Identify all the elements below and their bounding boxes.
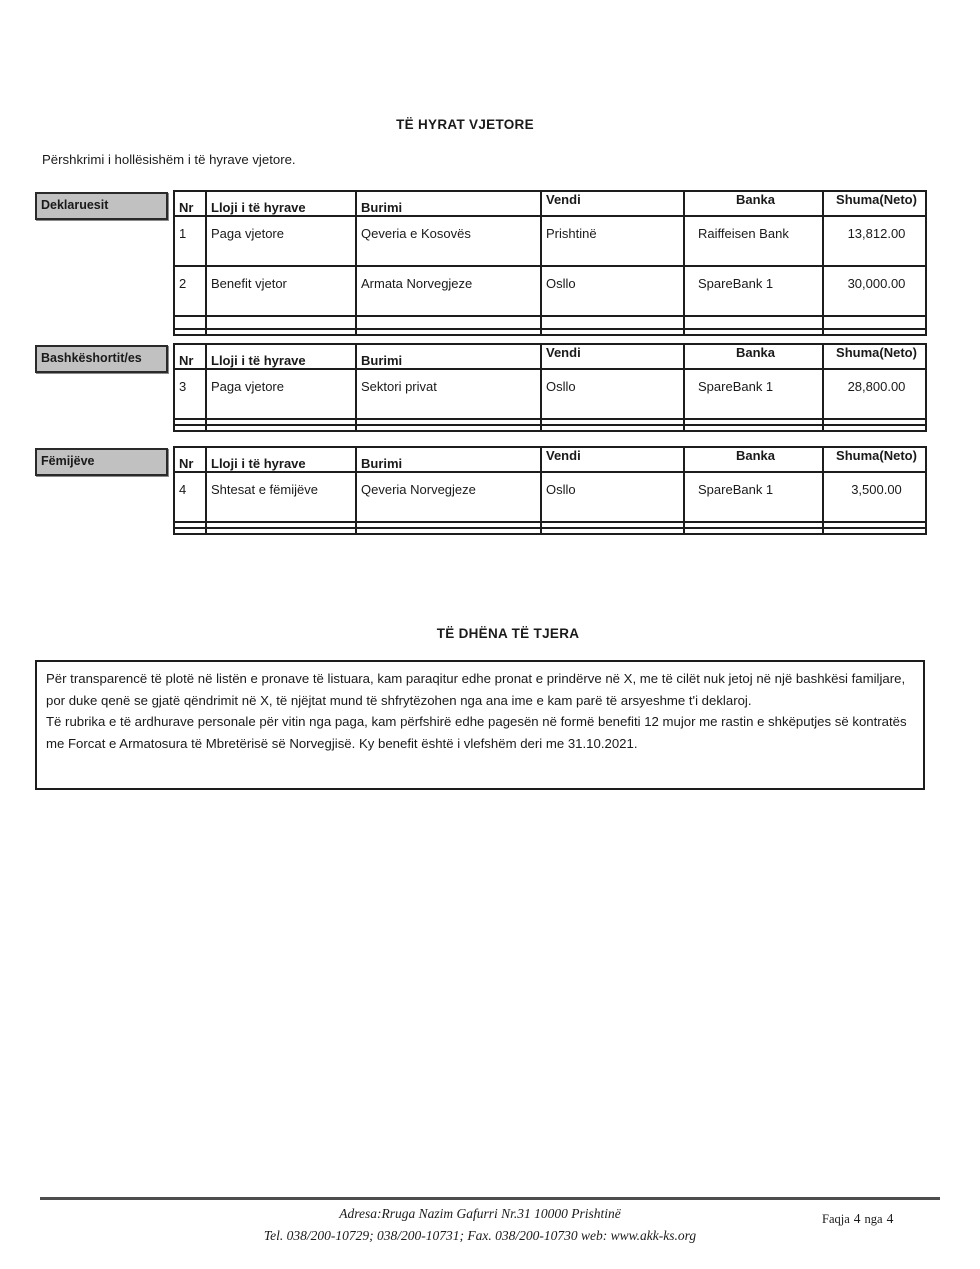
cell-burimi: Qeveria e Kosovës: [356, 216, 541, 266]
group-label-declarant: Deklaruesit: [35, 192, 168, 220]
column-header-shuma: Shuma(Neto): [823, 447, 926, 472]
cell-vendi: Prishtinë: [541, 216, 684, 266]
cell-burimi: Armata Norvegjeze: [356, 266, 541, 316]
page-indicator-label: Faqja: [822, 1212, 850, 1226]
other-data-title: TË DHËNA TË TJERA: [436, 626, 580, 641]
cell-nr: 2: [174, 266, 206, 316]
cell-banka: Raiffeisen Bank: [684, 216, 823, 266]
cell-burimi: Qeveria Norvegjeze: [356, 472, 541, 522]
column-header-vendi: Vendi: [541, 447, 684, 472]
column-header-vendi: Vendi: [541, 191, 684, 216]
income-table-group-spouse: [35, 343, 925, 438]
footer-divider: [40, 1197, 940, 1200]
footer-address: Adresa:Rruga Nazim Gafurri Nr.31 10000 Prishtinë: [339, 1206, 621, 1221]
footer-contact: Tel. 038/200-10729; 038/200-10731; Fax. 038/200-10730 web: www.akk-ks.org: [263, 1228, 697, 1243]
cell-nr: 3: [174, 369, 206, 419]
column-header-vendi: Vendi: [541, 344, 684, 369]
column-header-banka: Banka: [684, 191, 823, 216]
cell-banka: SpareBank 1: [684, 472, 823, 522]
column-header-shuma: Shuma(Neto): [823, 191, 926, 216]
total-pages: 4: [886, 1211, 894, 1226]
column-header-nr: Nr: [174, 191, 206, 216]
income-table-children: [173, 446, 927, 535]
notes-paragraph: Për transparencë të plotë në listën e pronave të listuara, kam paraqitur edhe pronat e prindërve në X, me të cilët nuk jetoj në një bashkësi familjare, por duke qenë se gjatë qëndrimit në X, të njëjtat mund të shfrytëzohen nga ana ime e kam parë të arsyeshme t'i deklaroj.: [46, 671, 906, 708]
page-number: 4: [853, 1211, 861, 1226]
empty-row: [174, 329, 926, 335]
income-table-group-declarant: [35, 190, 925, 340]
other-data-notes-box: [35, 660, 925, 790]
cell-vendi: Osllo: [541, 369, 684, 419]
page-title: TË HYRAT VJETORE: [396, 117, 534, 132]
cell-banka: SpareBank 1: [684, 266, 823, 316]
table-header-row: [174, 344, 926, 369]
cell-lloji: Paga vjetore: [206, 216, 356, 266]
empty-row: [174, 425, 926, 431]
cell-lloji: Paga vjetore: [206, 369, 356, 419]
cell-lloji: Benefit vjetor: [206, 266, 356, 316]
empty-row: [174, 316, 926, 329]
cell-burimi: Sektori privat: [356, 369, 541, 419]
table-header-row: [174, 191, 926, 216]
notes-paragraph: Të rubrika e të ardhurave personale për vitin nga paga, kam përfshirë edhe pagesën në formë benefiti 12 mujor me rastin e shkëputjes së kontratës me Forcat e Armatosura të Mbretërisë së Norvegjisë. Ky benefit është i vlefshëm deri me 31.10.2021.: [46, 714, 907, 751]
page-indicator-of-label: nga: [864, 1212, 883, 1226]
table-header-row: [174, 447, 926, 472]
table-row: [174, 369, 926, 419]
column-header-lloji: Lloji i të hyrave: [206, 447, 356, 472]
cell-nr: 4: [174, 472, 206, 522]
column-header-banka: Banka: [684, 344, 823, 369]
cell-nr: 1: [174, 216, 206, 266]
cell-banka: SpareBank 1: [684, 369, 823, 419]
cell-vendi: Osllo: [541, 266, 684, 316]
column-header-lloji: Lloji i të hyrave: [206, 344, 356, 369]
column-header-nr: Nr: [174, 447, 206, 472]
empty-row: [174, 528, 926, 534]
cell-shuma: 13,812.00: [823, 216, 926, 266]
cell-lloji: Shtesat e fëmijëve: [206, 472, 356, 522]
page-indicator: [822, 1211, 897, 1227]
group-label-children: Fëmijëve: [35, 448, 168, 476]
cell-vendi: Osllo: [541, 472, 684, 522]
table-row: [174, 266, 926, 316]
column-header-shuma: Shuma(Neto): [823, 344, 926, 369]
column-header-nr: Nr: [174, 344, 206, 369]
cell-shuma: 28,800.00: [823, 369, 926, 419]
income-table-group-children: [35, 446, 925, 541]
column-header-lloji: Lloji i të hyrave: [206, 191, 356, 216]
cell-shuma: 3,500.00: [823, 472, 926, 522]
column-header-banka: Banka: [684, 447, 823, 472]
group-label-spouse: Bashkëshortit/es: [35, 345, 168, 373]
column-header-burimi: Burimi: [356, 191, 541, 216]
income-table-declarant: [173, 190, 927, 336]
column-header-burimi: Burimi: [356, 447, 541, 472]
table-row: [174, 472, 926, 522]
income-table-spouse: [173, 343, 927, 432]
cell-shuma: 30,000.00: [823, 266, 926, 316]
page-subtitle: Përshkrimi i hollësishëm i të hyrave vjetore.: [42, 152, 296, 167]
table-row: [174, 216, 926, 266]
column-header-burimi: Burimi: [356, 344, 541, 369]
